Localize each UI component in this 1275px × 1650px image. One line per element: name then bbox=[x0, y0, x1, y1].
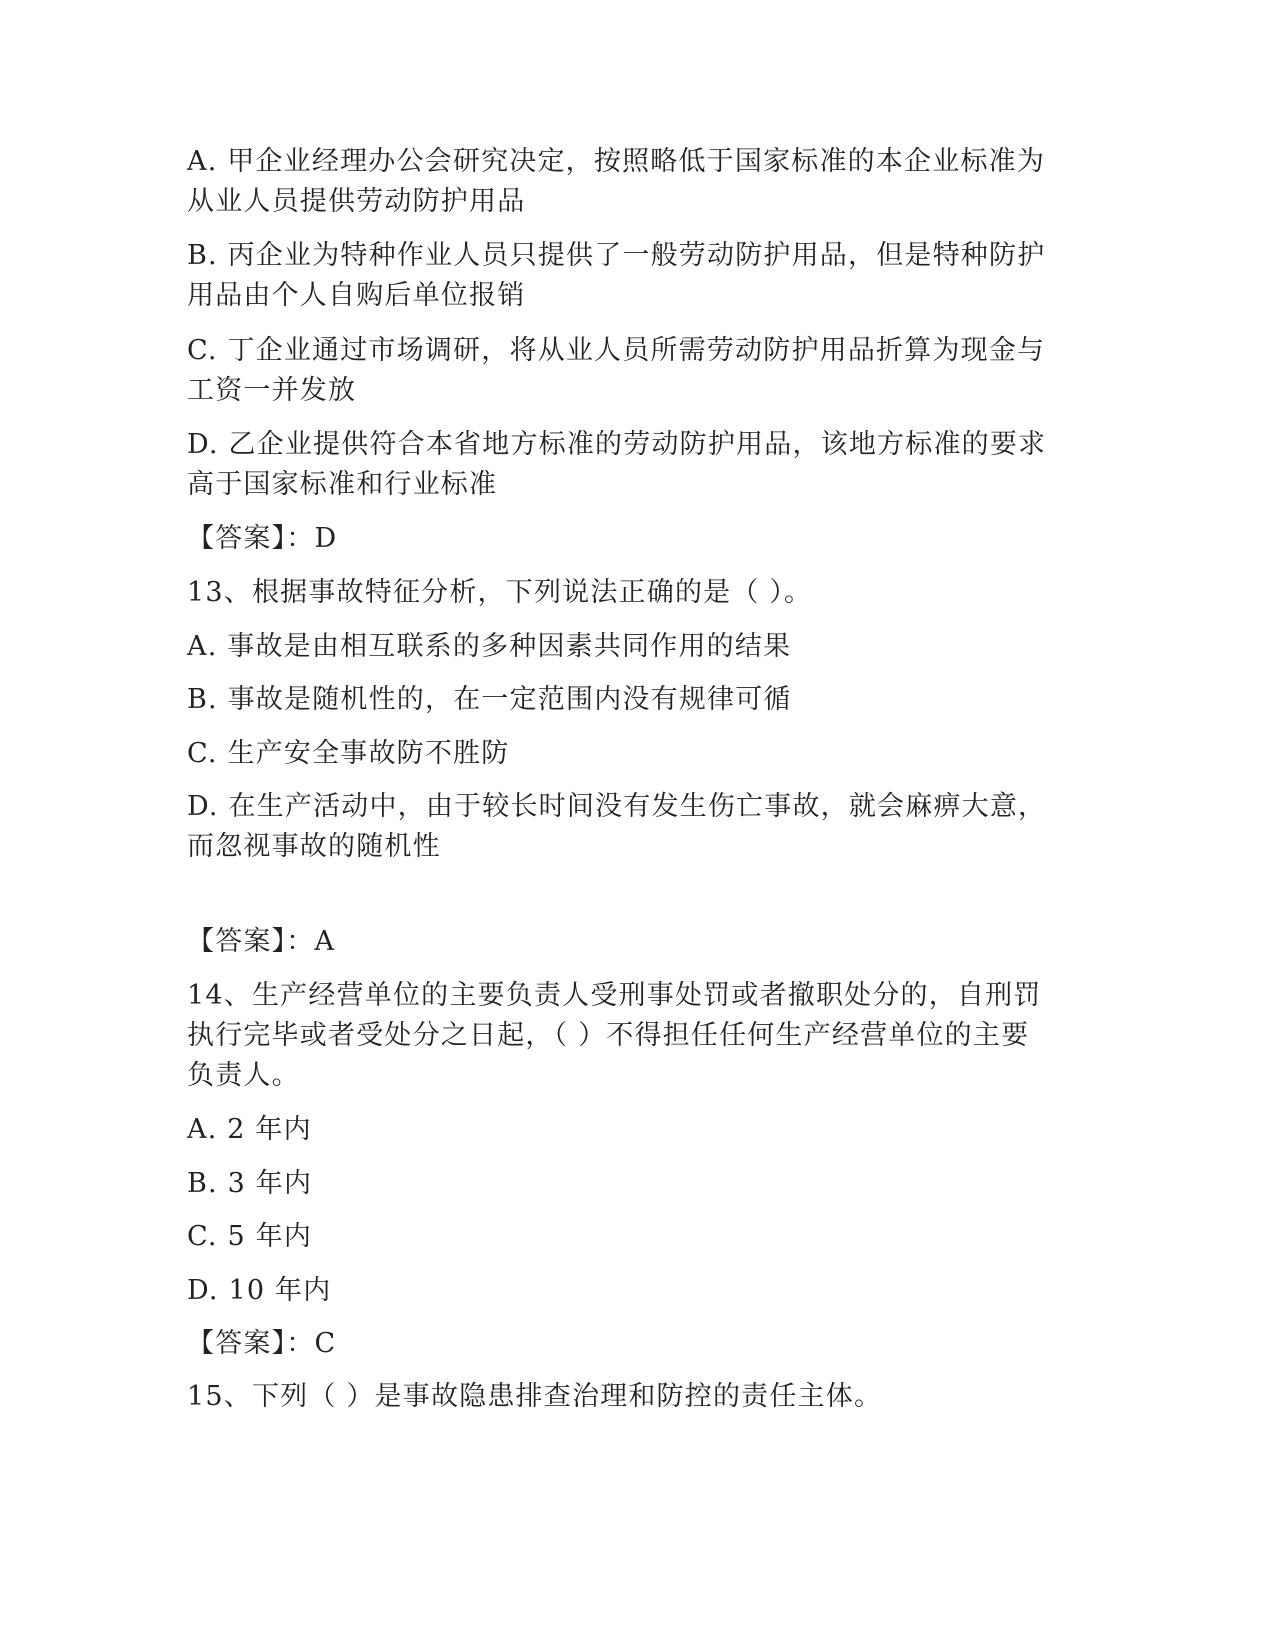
q12-option-d-line2: 高于国家标准和行业标准 bbox=[187, 469, 498, 500]
q13-question: 13、根据事故特征分析，下列说法正确的是（ ）。 bbox=[187, 577, 813, 608]
q14-question-line1: 14、生产经营单位的主要负责人受刑事处罚或者撤职处分的，自刑罚 bbox=[187, 980, 1042, 1011]
q12-option-b-line1: B. 丙企业为特种作业人员只提供了一般劳动防护用品，但是特种防护 bbox=[187, 240, 1046, 271]
q14-option-a: A. 2 年内 bbox=[187, 1114, 312, 1145]
q14-answer: 【答案】：C bbox=[187, 1328, 337, 1359]
q14-question-line2: 执行完毕或者受处分之日起，（ ）不得担任任何生产经营单位的主要 bbox=[187, 1020, 1030, 1051]
q13-option-d-line2: 而忽视事故的随机性 bbox=[187, 831, 441, 862]
q13-option-d-line1: D. 在生产活动中，由于较长时间没有发生伤亡事故，就会麻痹大意， bbox=[187, 791, 1047, 822]
q12-option-d-line1: D. 乙企业提供符合本省地方标准的劳动防护用品，该地方标准的要求 bbox=[187, 429, 1047, 460]
q12-option-b-line2: 用品由个人自购后单位报销 bbox=[187, 280, 526, 311]
q12-answer: 【答案】：D bbox=[187, 523, 338, 554]
q14-option-d: D. 10 年内 bbox=[187, 1275, 332, 1306]
q14-question-line3: 负责人。 bbox=[187, 1060, 300, 1091]
q13-option-c: C. 生产安全事故防不胜防 bbox=[187, 738, 510, 769]
q12-option-a-line1: A. 甲企业经理办公会研究决定，按照略低于国家标准的本企业标准为 bbox=[187, 146, 1046, 177]
q13-answer: 【答案】：A bbox=[187, 926, 336, 957]
q14-option-b: B. 3 年内 bbox=[187, 1168, 313, 1199]
q15-question: 15、下列（ ）是事故隐患排查治理和防控的责任主体。 bbox=[187, 1381, 883, 1412]
q13-option-b: B. 事故是随机性的，在一定范围内没有规律可循 bbox=[187, 684, 792, 715]
q12-option-c-line1: C. 丁企业通过市场调研，将从业人员所需劳动防护用品折算为现金与 bbox=[187, 335, 1046, 366]
q12-option-a-line2: 从业人员提供劳动防护用品 bbox=[187, 186, 526, 217]
q13-option-a: A. 事故是由相互联系的多种因素共同作用的结果 bbox=[187, 631, 792, 662]
q14-option-c: C. 5 年内 bbox=[187, 1221, 313, 1252]
q12-option-c-line2: 工资一并发放 bbox=[187, 375, 357, 406]
